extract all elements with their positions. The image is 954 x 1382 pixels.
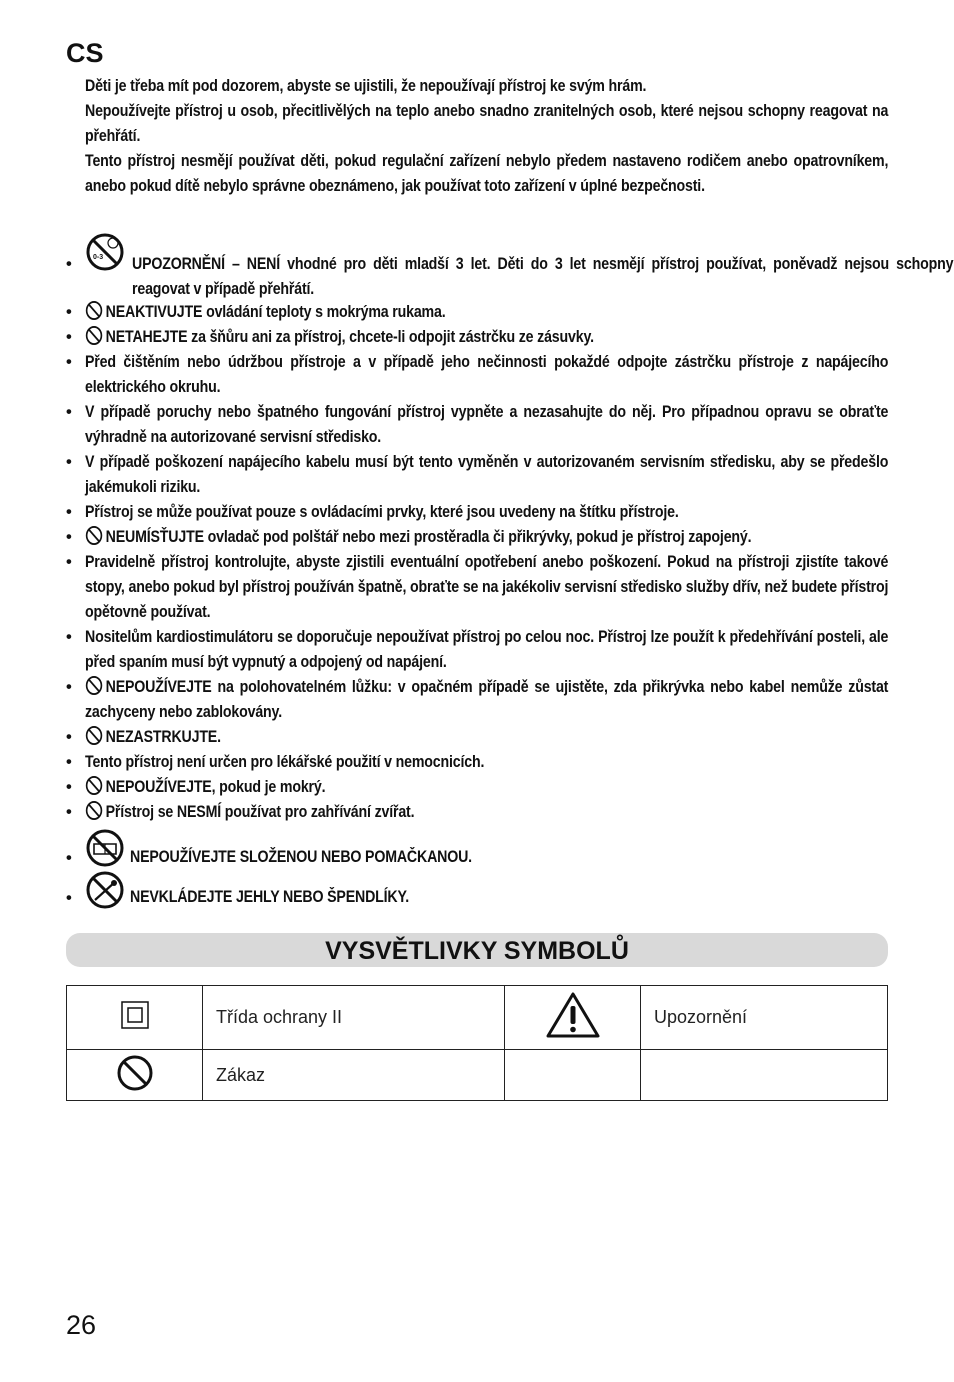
intro-paragraph: Nepoužívejte přístroj u osob, přecitlivělých na teplo anebo snadno zranitelných osob, které nejsou schopny reagovat na přehřátí. (85, 102, 889, 145)
bullet-list (66, 232, 954, 825)
list-item-text: Před čištěním nebo údržbou přístroje a v případě jeho nečinnosti pokaždé odpojte zástrčku přístroje z napájecího elektrického okruhu. (85, 353, 889, 396)
table-cell: Zákaz (203, 1050, 505, 1101)
list-item: • Přístroj se může používat pouze s ovládacími prvky, které jsou uvedeny na štítku přístroje. (66, 500, 888, 525)
table-cell (505, 986, 641, 1050)
list-item-text: NETAHEJTE za šňůru ani za přístroj, chcete-li odpojit zástrčku ze zásuvky. (105, 328, 594, 346)
intro-paragraph: Tento přístroj nesmějí používat děti, pokud regulační zařízení nebylo předem nastaveno rodičem anebo opatrovníkem, anebo pokud dítě nebylo správne obeznámeno, jak používat toto zařízení v úplné bezpečnosti. (85, 152, 889, 195)
list-item: • NEVKLÁDEJTE JEHLY NEBO ŠPENDLÍKY. (66, 870, 888, 912)
class-ii-icon (120, 1000, 150, 1035)
language-code: CS (66, 38, 104, 68)
symbols-table (66, 985, 888, 1101)
list-item-text: Tento přístroj není určen pro lékářské použití v nemocnicích. (85, 753, 485, 771)
list-item-text: NEAKTIVUJTE ovládání teploty s mokrýma rukama. (105, 303, 446, 321)
prohibition-icon (116, 1054, 154, 1097)
no-pins-icon (85, 870, 125, 915)
list-item: • Tento přístroj není určen pro lékářské použití v nemocnicích. (66, 750, 888, 775)
svg-text:0-3: 0-3 (93, 254, 104, 261)
bullet-list-large-icons (66, 828, 888, 912)
list-item-text: Nositelům kardiostimulátoru se doporučuje nepoužívat přístroj po celou noc. Přístroj lze použít k předehřívání posteli, ale před spaním musí být vypnutý a odpojený od napájení. (85, 628, 889, 671)
list-item-text: NEPOUŽÍVEJTE na polohovatelném lůžku: v opačném případě se ujistěte, zda přikrývka nebo kabel nemůže zůstat zachyceny nebo zablokovány. (85, 678, 889, 721)
list-item-text: NEPOUŽÍVEJTE, pokud je mokrý. (105, 778, 326, 796)
list-item: • NEUMÍSŤUJTE ovladač pod polštář nebo mezi prostěradla či přikrývky, pokud je přístroj zapojený. (66, 525, 888, 550)
intro-paragraph: Děti je třeba mít pod dozorem, abyste se ujistili, že nepoužívají přístroj ke svým hrám. (85, 77, 647, 95)
page-number: 26 (66, 1310, 97, 1340)
prohibition-icon (85, 525, 103, 546)
list-item: • Pravidelně přístroj kontrolujte, abyste zjistili eventuální opotřebení anebo poškození. Pokud na přístroji zjistíte takové stopy, anebo pokud byl přístroj používán špatně, obraťte se na jakékoliv servisní středisko služby dřív, než budete přístroj opětovně používat. (66, 550, 888, 625)
table-row (67, 1050, 888, 1101)
list-item: • NEAKTIVUJTE ovládání teploty s mokrýma rukama. (66, 300, 888, 325)
prohibition-icon (85, 300, 103, 321)
intro-section (85, 74, 888, 199)
list-item-text: UPOZORNĚNÍ – NENÍ vhodné pro děti mladší 3 let. Děti do 3 let nesmějí přístroj používat, poněvadž nejsou schopny reagovat v případě přehřátí. (132, 255, 954, 298)
list-item-text: NEZASTRKUJTE. (105, 728, 221, 746)
prohibition-icon (85, 800, 103, 821)
list-item: • Nositelům kardiostimulátoru se doporučuje nepoužívat přístroj po celou noc. Přístroj lze použít k předehřívání posteli, ale před spaním musí být vypnutý a odpojený od napájení. (66, 625, 888, 675)
list-item-text: Přístroj se může používat pouze s ovládacími prvky, které jsou uvedeny na štítku přístroje. (85, 503, 679, 521)
list-item: • NEPOUŽÍVEJTE na polohovatelném lůžku: v opačném případě se ujistěte, zda přikrývka nebo kabel nemůže zůstat zachyceny nebo zablokovány. (66, 675, 888, 725)
list-item-text: V případě poruchy nebo špatného fungování přístroj vypněte a nezasahujte do něj. Pro případnou opravu se obraťte výhradně na autorizované servisní středisko. (85, 403, 889, 446)
list-item: • 0-3 UPOZORNĚNÍ – NENÍ vhodné pro děti mladší 3 let. Děti do 3 let nesmějí přístroj používat, poněvadž nejsou schopny reagovat v případě přehřátí. (66, 232, 888, 300)
list-item: • V případě poruchy nebo špatného fungování přístroj vypněte a nezasahujte do něj. Pro případnou opravu se obraťte výhradně na autorizované servisní středisko. (66, 400, 888, 450)
list-item: • V případě poškození napájecího kabelu musí být tento vyměněn v autorizovaném servisním středisku, aby se předešlo jakémukoli riziku. (66, 450, 888, 500)
list-item: • Přístroj se NESMÍ používat pro zahřívání zvířat. (66, 800, 888, 825)
list-item-text: Přístroj se NESMÍ používat pro zahřívání zvířat. (105, 803, 415, 821)
list-item: • NETAHEJTE za šňůru ani za přístroj, chcete-li odpojit zástrčku ze zásuvky. (66, 325, 888, 350)
table-cell: Upozornění (641, 986, 888, 1050)
prohibition-icon (85, 775, 103, 796)
list-item: • NEPOUŽÍVEJTE SLOŽENOU NEBO POMAČKANOU. (66, 828, 888, 870)
list-item-text: NEVKLÁDEJTE JEHLY NEBO ŠPENDLÍKY. (130, 888, 409, 906)
age-0-3-prohibited-icon (85, 232, 125, 272)
no-folding-icon (85, 828, 125, 873)
list-item: • Před čištěním nebo údržbou přístroje a v případě jeho nečinnosti pokaždé odpojte zástrčku přístroje z napájecího elektrického okruhu. (66, 350, 888, 400)
table-cell (67, 986, 203, 1050)
section-heading: VYSVĚTLIVKY SYMBOLŮ (325, 937, 629, 965)
table-cell (67, 1050, 203, 1101)
list-item-text: NEPOUŽÍVEJTE SLOŽENOU NEBO POMAČKANOU. (130, 848, 472, 866)
table-row (67, 986, 888, 1050)
prohibition-icon (85, 675, 103, 696)
list-item-text: NEUMÍSŤUJTE ovladač pod polštář nebo mezi prostěradla či přikrývky, pokud je přístroj zapojený. (105, 528, 752, 546)
list-item: • NEPOUŽÍVEJTE, pokud je mokrý. (66, 775, 888, 800)
warning-icon (545, 991, 601, 1044)
prohibition-icon (85, 725, 103, 746)
table-cell (641, 1050, 888, 1101)
list-item: • NEZASTRKUJTE. (66, 725, 888, 750)
table-cell: Třída ochrany II (203, 986, 505, 1050)
table-cell (505, 1050, 641, 1101)
prohibition-icon (85, 325, 103, 346)
list-item-text: Pravidelně přístroj kontrolujte, abyste zjistili eventuální opotřebení anebo poškození. Pokud na přístroji zjistíte takové stopy, anebo pokud byl přístroj používán špatně, obraťte se na jakékoliv servisní středisko služby dřív, než budete přístroj opětovně používat. (85, 553, 889, 621)
list-item-text: V případě poškození napájecího kabelu musí být tento vyměněn v autorizovaném servisním středisku, aby se předešlo jakémukoli riziku. (85, 453, 889, 496)
